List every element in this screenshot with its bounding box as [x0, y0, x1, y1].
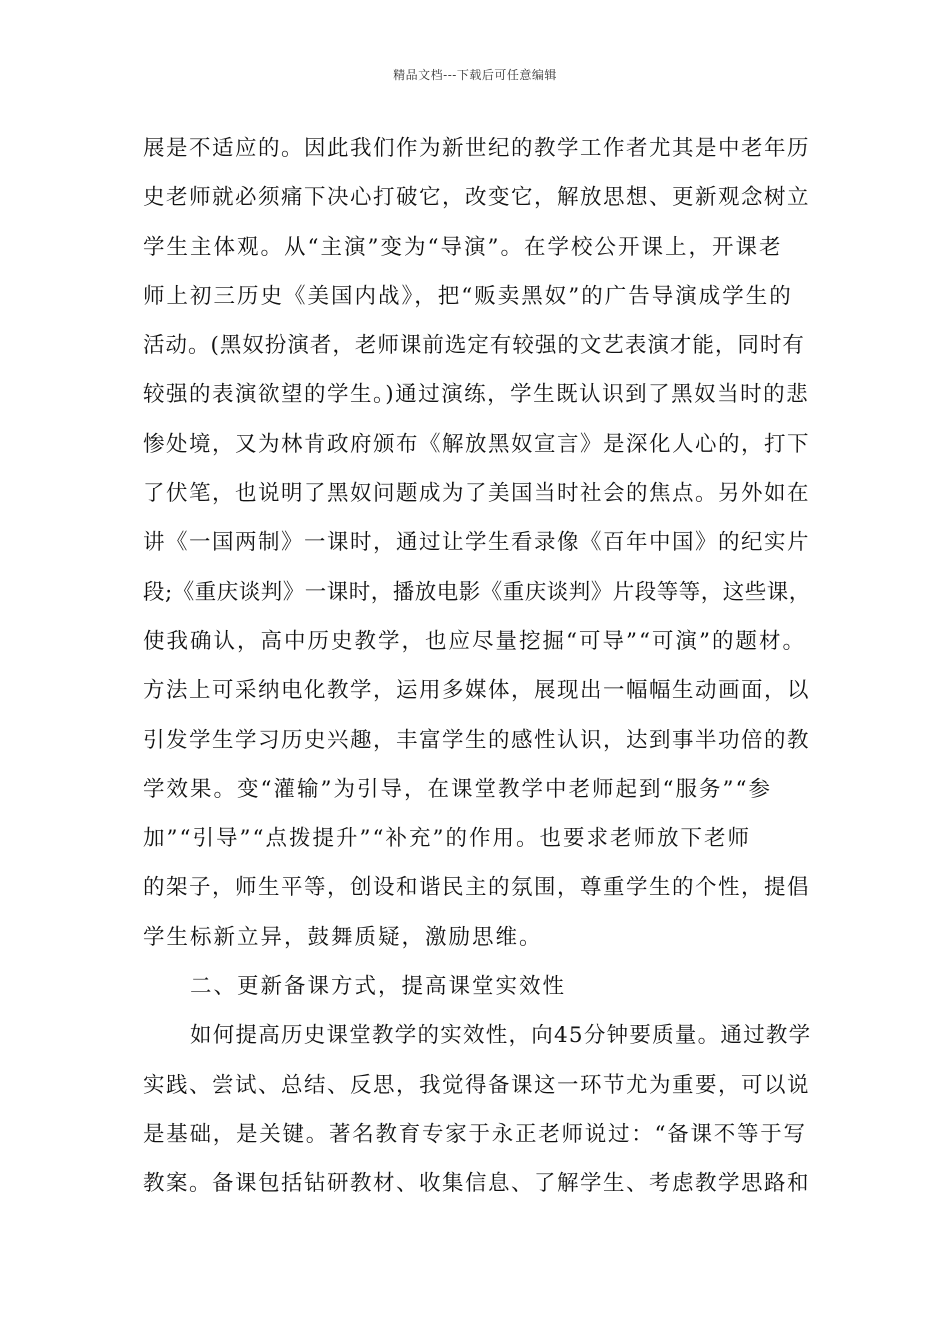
page-header: 精品文档---下载后可任意编辑: [393, 68, 557, 82]
text-line: 讲《一国两制》一课时，通过让学生看录像《百年中国》的纪实片: [143, 530, 811, 556]
text-line: 较强的表演欲望的学生。)通过演练，学生既认识到了黑奴当时的悲: [143, 382, 810, 408]
text-line: 如何提高历史课堂教学的实效性，向45分钟要质量。通过教学: [190, 1023, 812, 1049]
text-line: 是基础，是关键。著名教育专家于永正老师说过：“备课不等于写: [143, 1121, 807, 1147]
text-line: 学生主体观。从“主演”变为“导演”。在学校公开课上，开课老: [143, 234, 783, 260]
text-line: 实践、尝试、总结、反思，我觉得备课这一环节尤为重要，可以说: [143, 1072, 811, 1098]
text-line: 学生标新立异，鼓舞质疑，激励思维。: [143, 924, 543, 950]
text-line: 学效果。变“灌输”为引导，在课堂教学中老师起到“服务”“参: [143, 776, 772, 802]
text-line: 展是不适应的。因此我们作为新世纪的教学工作者尤其是中老年历: [143, 136, 811, 161]
text-line: 段;《重庆谈判》一课时，播放电影《重庆谈判》片段等等，这些课，: [143, 579, 811, 605]
text-line: 的架子，师生平等，创设和谐民主的氛围，尊重学生的个性，提倡: [143, 875, 811, 901]
text-line: 引发学生学习历史兴趣，丰富学生的感性认识，达到事半功倍的教: [143, 727, 811, 753]
text-line: 师上初三历史《美国内战》，把“贩卖黑奴”的广告导演成学生的: [143, 283, 793, 309]
text-line: 活动。(黑奴扮演者，老师课前选定有较强的文艺表演才能，同时有: [143, 333, 805, 359]
body-text: [143, 124, 811, 1209]
text-line: 史老师就必须痛下决心打破它，改变它，解放思想、更新观念树立: [143, 185, 811, 211]
text-line: 惨处境，又为林肯政府颁布《解放黑奴宣言》是深化人心的，打下: [143, 431, 811, 457]
text-line: 了伏笔，也说明了黑奴问题成为了美国当时社会的焦点。另外如在: [143, 481, 811, 507]
text-line: 方法上可采纳电化教学，运用多媒体，展现出一幅幅生动画面，以: [143, 678, 811, 704]
text-line: 加”“引导”“点拨提升”“补充”的作用。也要求老师放下老师: [143, 826, 751, 852]
text-line: 二、更新备课方式，提高课堂实效性: [190, 974, 567, 1000]
text-line: 教案。备课包括钻研教材、收集信息、了解学生、考虑教学思路和: [143, 1171, 811, 1197]
text-line: 使我确认，高中历史教学，也应尽量挖掘“可导”“可演”的题材。: [143, 628, 806, 654]
